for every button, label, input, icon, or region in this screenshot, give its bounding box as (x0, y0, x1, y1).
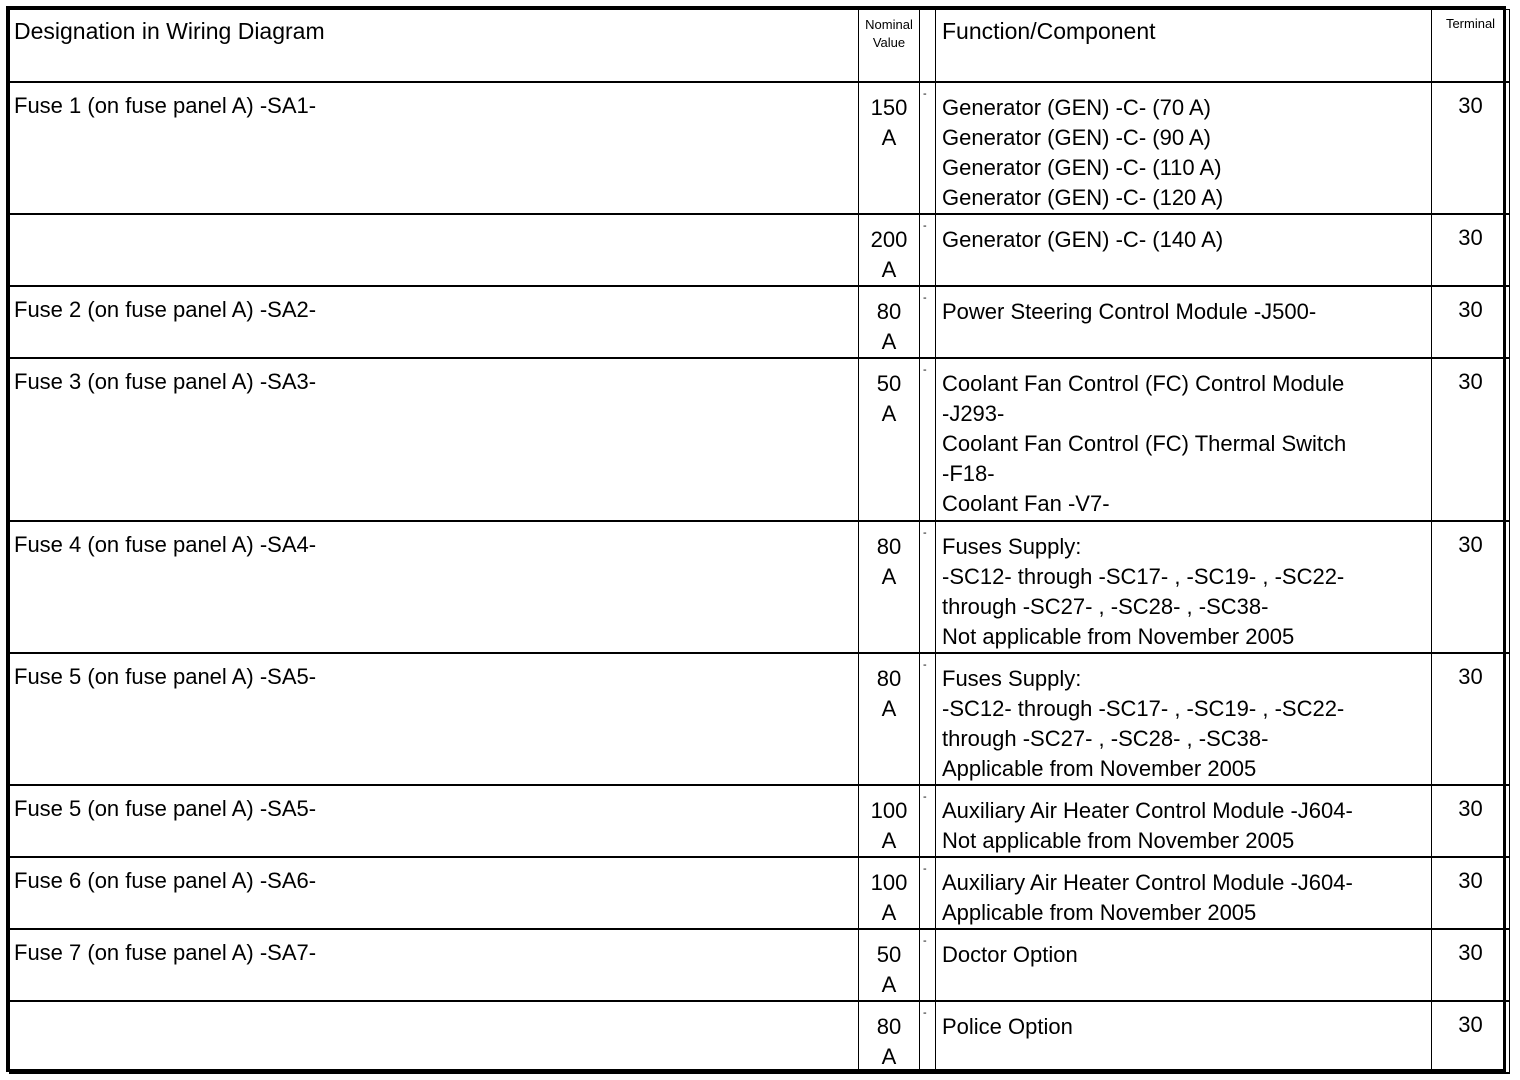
nominal-value (859, 286, 920, 358)
terminal-value: 30 (1432, 286, 1510, 358)
table-body (10, 82, 1510, 1073)
function-line: Not applicable from November 2005 (942, 623, 1295, 649)
function-line: Doctor Option (942, 941, 1078, 967)
terminal-value: 30 (1432, 214, 1510, 286)
gap-mark: - (923, 219, 927, 232)
nominal-value (859, 82, 920, 214)
nominal-value (859, 358, 920, 521)
nominal-value-number: 80 (876, 1013, 902, 1039)
table-row (10, 785, 1510, 857)
function-component (936, 929, 1432, 1001)
header-terminal: Terminal (1432, 10, 1510, 82)
nominal-value-number: 150 (870, 94, 908, 120)
function-line: Auxiliary Air Heater Control Module -J604- (942, 869, 1353, 895)
nominal-value-unit: A (881, 256, 897, 282)
header-designation: Designation in Wiring Diagram (10, 10, 859, 82)
table-row (10, 82, 1510, 214)
fuse-designation: Fuse 4 (on fuse panel A) -SA4- (10, 521, 859, 653)
function-component (936, 358, 1432, 521)
table-row (10, 521, 1510, 653)
function-component (936, 521, 1432, 653)
nominal-value-number: 200 (870, 226, 908, 252)
nominal-value (859, 1001, 920, 1073)
header-nominal-line2: Value (872, 35, 906, 50)
fuse-table (9, 9, 1510, 1074)
function-component (936, 82, 1432, 214)
header-function: Function/Component (936, 10, 1432, 82)
fuse-designation: Fuse 2 (on fuse panel A) -SA2- (10, 286, 859, 358)
function-line: Auxiliary Air Heater Control Module -J604- (942, 797, 1353, 823)
function-line: Coolant Fan Control (FC) Control Module (942, 370, 1345, 396)
gap-mark: - (923, 291, 927, 304)
table-row (10, 286, 1510, 358)
function-line: Not applicable from November 2005 (942, 827, 1295, 853)
table-header-row (10, 10, 1510, 82)
function-line: Generator (GEN) -C- (90 A) (942, 124, 1211, 150)
terminal-value: 30 (1432, 82, 1510, 214)
function-component (936, 286, 1432, 358)
gap-mark: - (923, 87, 927, 100)
nominal-value (859, 214, 920, 286)
table-row (10, 358, 1510, 521)
function-line: Applicable from November 2005 (942, 899, 1257, 925)
nominal-value-number: 100 (870, 869, 908, 895)
function-component (936, 1001, 1432, 1073)
fuse-designation (10, 1001, 859, 1073)
header-nominal-value (859, 10, 920, 82)
fuse-designation (10, 214, 859, 286)
nominal-value-number: 80 (876, 298, 902, 324)
header-nominal-line1: Nominal (865, 17, 913, 32)
terminal-value: 30 (1432, 653, 1510, 785)
nominal-value-unit: A (881, 899, 897, 925)
terminal-value: 30 (1432, 358, 1510, 521)
function-line: Fuses Supply: (942, 665, 1082, 691)
function-line: Generator (GEN) -C- (70 A) (942, 94, 1211, 120)
nominal-value-unit: A (881, 827, 897, 853)
gap-cell (920, 785, 936, 857)
gap-cell (920, 214, 936, 286)
nominal-value (859, 857, 920, 929)
nominal-value-number: 80 (876, 533, 902, 559)
terminal-value: 30 (1432, 857, 1510, 929)
table-row (10, 857, 1510, 929)
function-line: -J293- (942, 400, 1005, 426)
table-row (10, 214, 1510, 286)
function-component (936, 857, 1432, 929)
nominal-value (859, 653, 920, 785)
nominal-value-number: 100 (870, 797, 908, 823)
nominal-value-unit: A (881, 1043, 897, 1069)
fuse-designation: Fuse 1 (on fuse panel A) -SA1- (10, 82, 859, 214)
function-line: Coolant Fan Control (FC) Thermal Switch (942, 430, 1347, 456)
nominal-value-number: 50 (876, 941, 902, 967)
function-line: Generator (GEN) -C- (110 A) (942, 154, 1222, 180)
fuse-designation: Fuse 7 (on fuse panel A) -SA7- (10, 929, 859, 1001)
function-line: -F18- (942, 460, 995, 486)
nominal-value-unit: A (881, 328, 897, 354)
gap-mark: - (923, 934, 927, 947)
gap-cell (920, 1001, 936, 1073)
fuse-designation: Fuse 3 (on fuse panel A) -SA3- (10, 358, 859, 521)
fuse-table-sheet (6, 6, 1506, 1072)
function-line: Applicable from November 2005 (942, 755, 1257, 781)
nominal-value-number: 50 (876, 370, 902, 396)
terminal-value: 30 (1432, 521, 1510, 653)
function-component (936, 214, 1432, 286)
gap-cell (920, 857, 936, 929)
nominal-value-unit: A (881, 695, 897, 721)
gap-cell (920, 521, 936, 653)
gap-mark: - (923, 790, 927, 803)
function-component (936, 653, 1432, 785)
nominal-value-unit: A (881, 124, 897, 150)
nominal-value (859, 785, 920, 857)
gap-mark: - (923, 526, 927, 539)
function-line: Coolant Fan -V7- (942, 490, 1110, 516)
gap-cell (920, 358, 936, 521)
function-line: Police Option (942, 1013, 1073, 1039)
gap-cell (920, 929, 936, 1001)
table-row (10, 1001, 1510, 1073)
gap-mark: - (923, 1006, 927, 1019)
gap-cell (920, 286, 936, 358)
fuse-designation: Fuse 6 (on fuse panel A) -SA6- (10, 857, 859, 929)
function-line: Fuses Supply: (942, 533, 1082, 559)
nominal-value-number: 80 (876, 665, 902, 691)
terminal-value: 30 (1432, 1001, 1510, 1073)
nominal-value-unit: A (881, 971, 897, 997)
gap-cell (920, 653, 936, 785)
gap-mark: - (923, 862, 927, 875)
function-component (936, 785, 1432, 857)
function-line: -SC12- through -SC17- , -SC19- , -SC22- (942, 695, 1345, 721)
nominal-value (859, 929, 920, 1001)
nominal-value-unit: A (881, 563, 897, 589)
nominal-value (859, 521, 920, 653)
function-line: -SC12- through -SC17- , -SC19- , -SC22- (942, 563, 1345, 589)
function-line: through -SC27- , -SC28- , -SC38- (942, 725, 1269, 751)
terminal-value: 30 (1432, 785, 1510, 857)
fuse-designation: Fuse 5 (on fuse panel A) -SA5- (10, 653, 859, 785)
function-line: Generator (GEN) -C- (120 A) (942, 184, 1224, 210)
gap-cell (920, 82, 936, 214)
table-row (10, 929, 1510, 1001)
function-line: through -SC27- , -SC28- , -SC38- (942, 593, 1269, 619)
gap-mark: - (923, 658, 927, 671)
function-line: Generator (GEN) -C- (140 A) (942, 226, 1224, 252)
nominal-value-unit: A (881, 400, 897, 426)
header-gap (920, 10, 936, 82)
fuse-designation: Fuse 5 (on fuse panel A) -SA5- (10, 785, 859, 857)
gap-mark: - (923, 363, 927, 376)
function-line: Power Steering Control Module -J500- (942, 298, 1317, 324)
table-row (10, 653, 1510, 785)
terminal-value: 30 (1432, 929, 1510, 1001)
